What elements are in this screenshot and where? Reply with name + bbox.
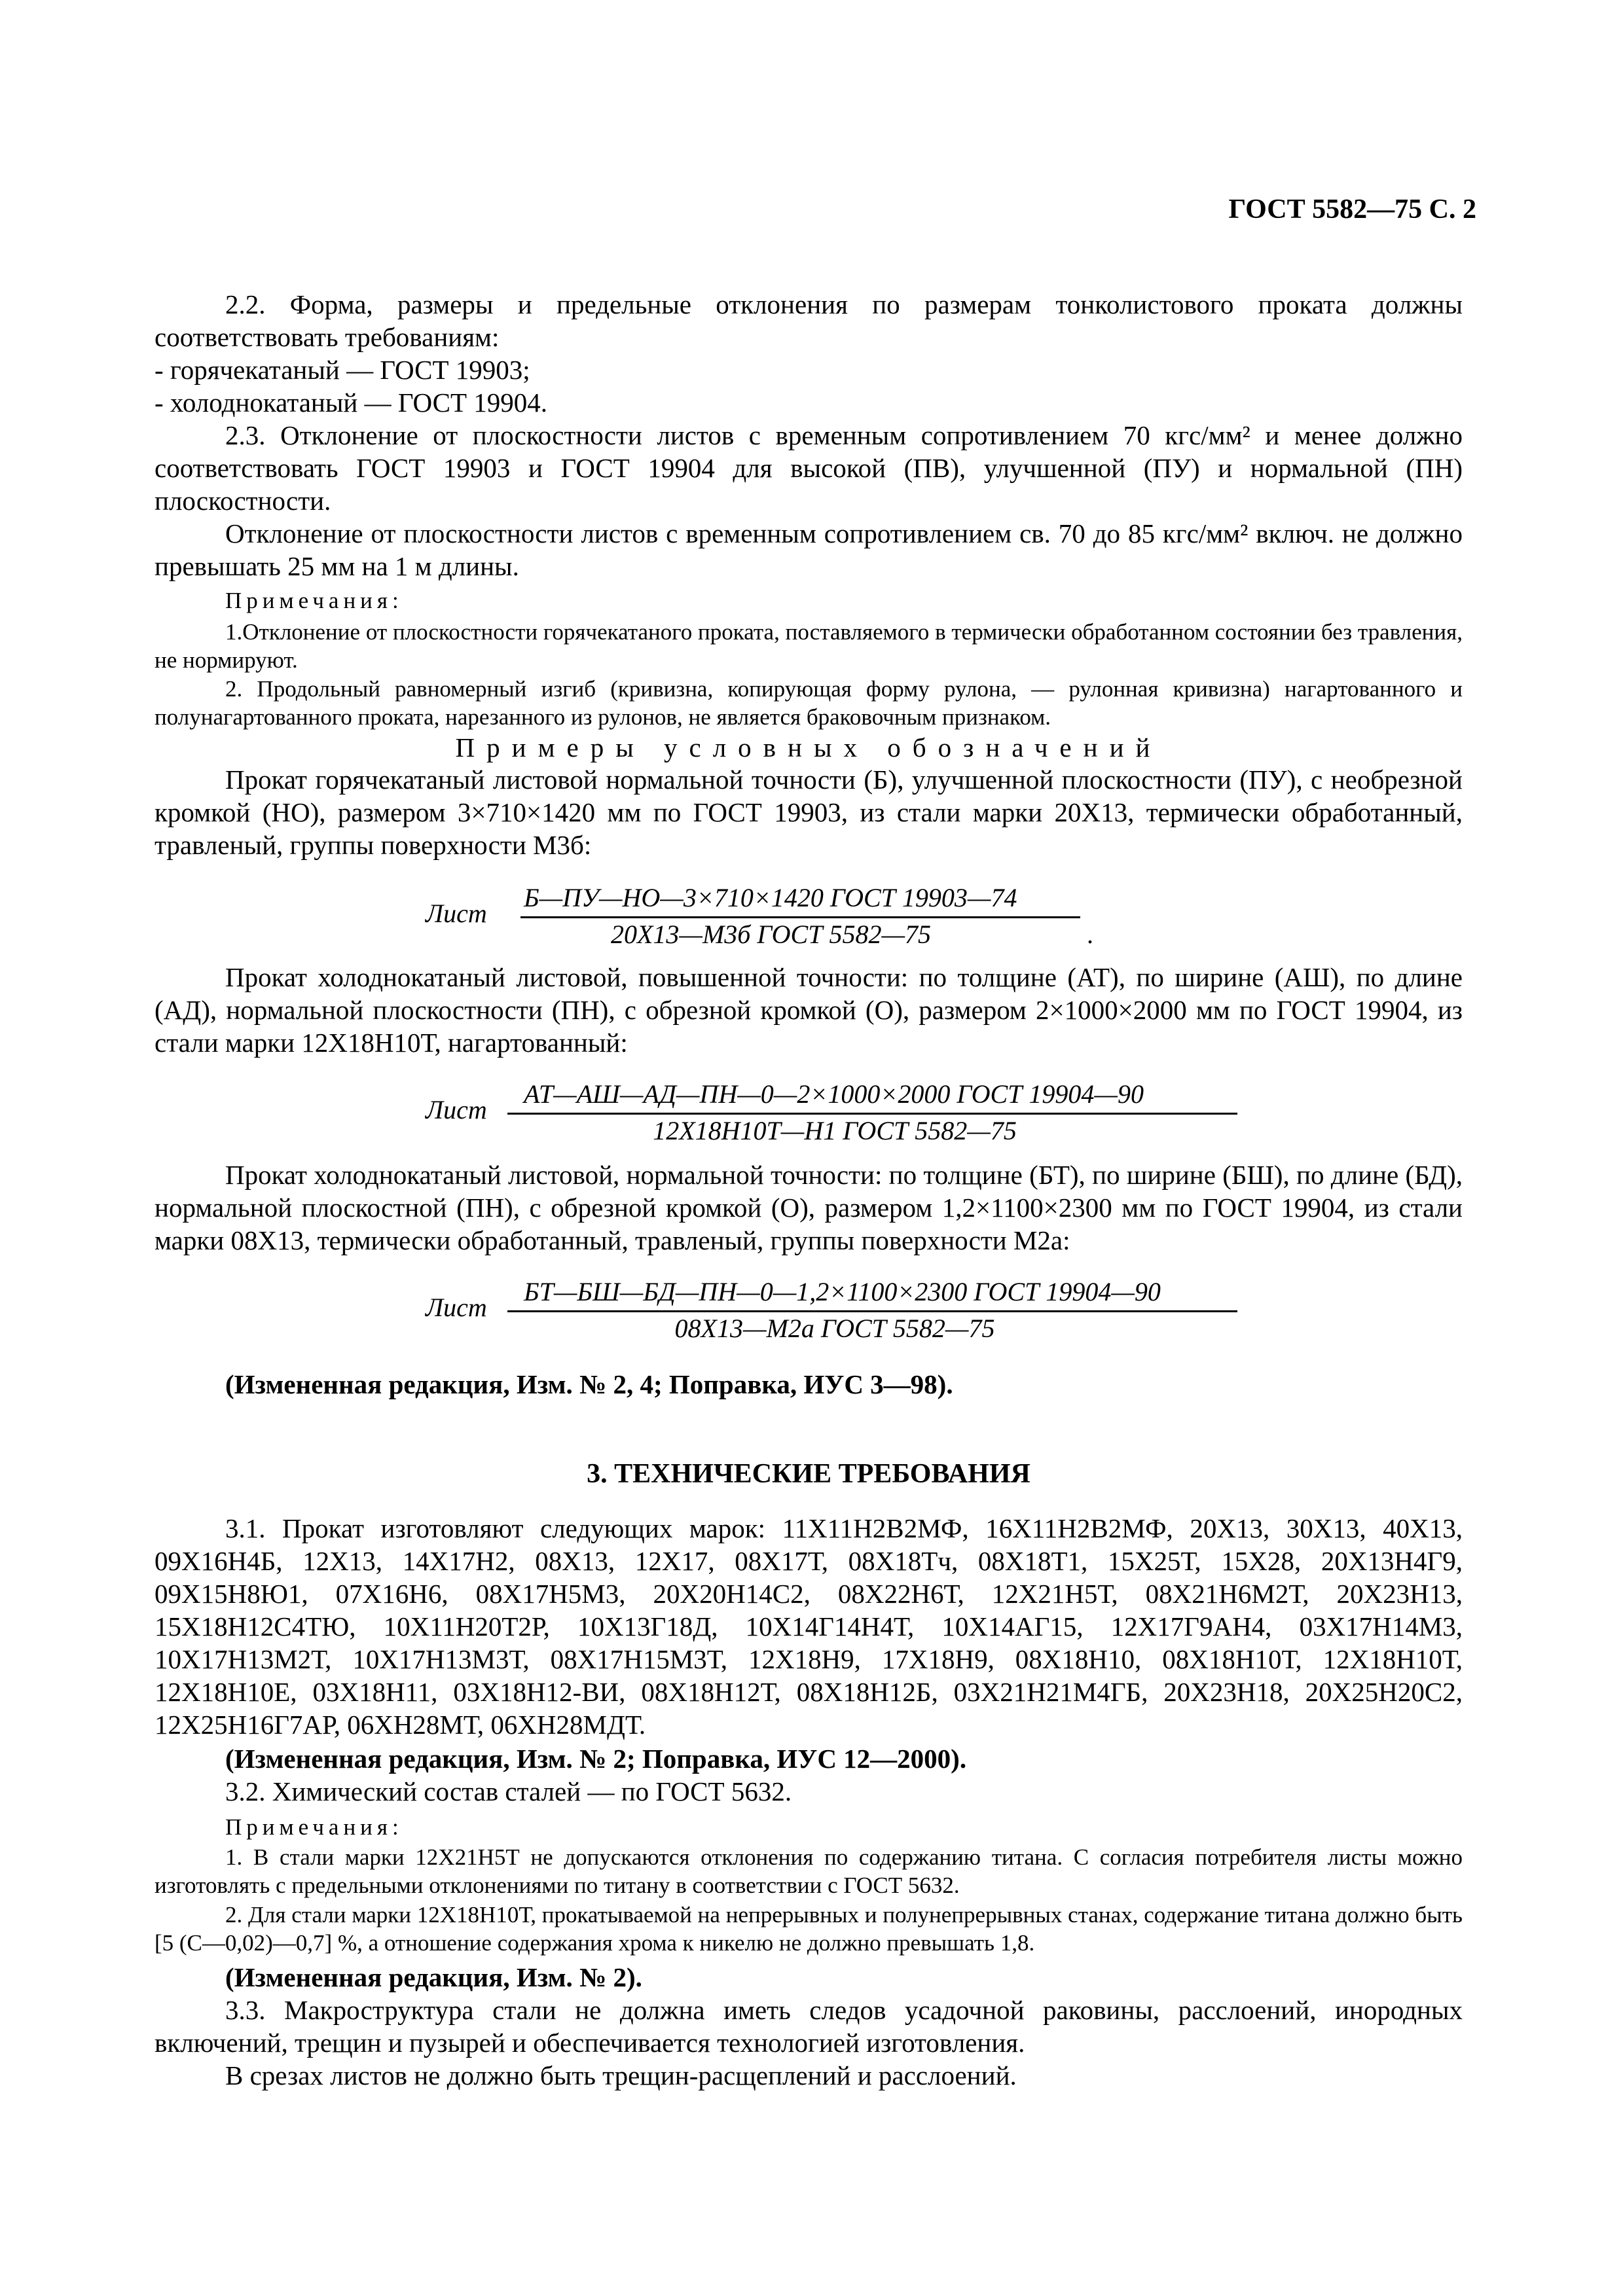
fraction-bar <box>507 1113 1237 1115</box>
formula-period: . <box>1087 920 1093 949</box>
note-2: 2. Продольный равномерный изгиб (кривизна, копирующая форму рулона, — рулонная кривизна) нагартованного и полунагартованного проката, нарезанного из рулонов, не является браковочным признаком. <box>155 676 1463 730</box>
notes-label: Примечания: <box>225 588 403 613</box>
notes-label-2: Примечания: <box>225 1814 403 1840</box>
note-4: 2. Для стали марки 12Х18Н10Т, прокатываемой на непрерывных и полунепрерывных станах, содержание титана должно быть [5 (С—0,02)—0,7] %, а отношение содержания хрома к никелю не должно превышать 1,8. <box>155 1902 1463 1956</box>
amendment-note-1: (Измененная редакция, Изм. № 2, 4; Поправка, ИУС 3—98). <box>225 1369 953 1399</box>
examples-title: Примеры условных обозначений <box>455 732 1162 762</box>
formula-denominator: 08Х13—М2а ГОСТ 5582—75 <box>674 1314 995 1343</box>
formula-numerator: БТ—БШ—БД—ПН—0—1,2×1100×2300 ГОСТ 19904—90 <box>524 1277 1161 1306</box>
note-3: 1. В стали марки 12Х21Н5Т не допускаются отклонения по содержанию титана. С согласия потребителя листы можно изготовлять с предельными отклонениями по титану в соответствии с ГОСТ 5632. <box>155 1844 1463 1898</box>
clause-3-2: 3.2. Химический состав сталей — по ГОСТ 5632. <box>225 1776 792 1806</box>
formula-numerator: Б—ПУ—НО—3×710×1420 ГОСТ 19903—74 <box>524 883 1017 912</box>
formula-label: Лист <box>426 899 487 928</box>
clause-2-3-flatness: Отклонение от плоскостности листов с временным сопротивлением св. 70 до 85 кгс/мм² включ. не должно превышать 25 мм на 1 м длины. <box>155 518 1463 581</box>
example-3-designation <box>426 1276 1277 1348</box>
section-3-title: 3. ТЕХНИЧЕСКИЕ ТРЕБОВАНИЯ <box>587 1459 1030 1489</box>
example-1-designation <box>426 882 1146 954</box>
clause-3-1-steel-grades: 3.1. Прокат изготовляют следующих марок: 11Х11Н2В2МФ, 16Х11Н2В2МФ, 20Х13, 30Х13, 40Х13, 09Х16Н4Б, 12Х13, 14Х17Н2, 08Х13, 12Х17, 08Х17Т, 08Х18Тч, 08Х18Т1, 15Х25Т, 15Х28, 20Х13Н4Г9, 09Х15Н8Ю1, 07Х16Н6, 08Х17Н5М3, 20Х20Н14С2, 08Х22Н6Т, 12Х21Н5Т, 08Х21Н6М2Т, 20Х23Н13, 15Х18Н12С4ТЮ, 10Х11Н20Т2Р, 10Х13Г18Д, 10Х14Г14Н4Т, 10Х14АГ15, 12Х17Г9АН4, 03Х17Н14М3, 10Х17Н13М2Т, 10Х17Н13М3Т, 08Х17Н15М3Т, 12Х18Н9, 17Х18Н9, 08Х18Н10, 08Х18Н10Т, 12Х18Н10Т, 12Х18Н10Е, 03Х18Н11, 03Х18Н12-ВИ, 08Х18Н12Т, 08Х18Н12Б, 03Х21Н21М4ГБ, 20Х23Н18, 20Х25Н20С2, 12Х25Н16Г7АР, 06ХН28МТ, 06ХН28МДТ. <box>155 1513 1463 1740</box>
page-header: ГОСТ 5582—75 С. 2 <box>1228 194 1476 224</box>
clause-2-2: 2.2. Форма, размеры и предельные отклонения по размерам тонколистового проката должны соответствовать требованиям: <box>155 289 1463 352</box>
clause-2-3: 2.3. Отклонение от плоскостности листов с временным сопротивлением 70 кгс/мм² и менее должно соответствовать ГОСТ 19903 и ГОСТ 19904 для высокой (ПВ), улучшенной (ПУ) и нормальной (ПН) плоскостности. <box>155 420 1463 516</box>
example-3-text: Прокат холоднокатаный листовой, нормальной точности: по толщине (БТ), по ширине (БШ), по длине (БД), нормальной плоскостной (ПН), с обрезной кромкой (О), размером 1,2×1100×2300 мм по ГОСТ 19904, из стали марки 08Х13, термически обработанный, травленый, группы поверхности М2а: <box>155 1160 1463 1255</box>
clause-3-3: 3.3. Макроструктура стали не должна иметь следов усадочной раковины, расслоений, инородных включений, трещин и пузырей и обеспечивается технологией изготовления. <box>155 1995 1463 2058</box>
fraction-bar <box>520 916 1080 918</box>
clause-2-2-item-hot-rolled: - горячекатаный — ГОСТ 19903; <box>155 355 530 385</box>
formula-label: Лист <box>426 1293 487 1322</box>
formula-label: Лист <box>426 1095 487 1124</box>
formula-denominator: 12Х18Н10Т—Н1 ГОСТ 5582—75 <box>653 1116 1017 1145</box>
example-2-designation <box>426 1079 1277 1151</box>
example-1-text: Прокат горячекатаный листовой нормальной точности (Б), улучшенной плоскостности (ПУ), с необрезной кромкой (НО), размером 3×710×1420 мм по ГОСТ 19903, из стали марки 20Х13, термически обработанный, травленый, группы поверхности М3б: <box>155 764 1463 860</box>
fraction-bar <box>507 1310 1237 1312</box>
clause-2-2-item-cold-rolled: - холоднокатаный — ГОСТ 19904. <box>155 387 548 418</box>
formula-numerator: АТ—АШ—АД—ПН—0—2×1000×2000 ГОСТ 19904—90 <box>524 1079 1144 1109</box>
amendment-note-3: (Измененная редакция, Изм. № 2). <box>225 1962 642 1992</box>
amendment-note-2: (Измененная редакция, Изм. № 2; Поправка, ИУС 12—2000). <box>225 1744 967 1774</box>
example-2-text: Прокат холоднокатаный листовой, повышенной точности: по толщине (АТ), по ширине (АШ), по длине (АД), нормальной плоскостности (ПН), с обрезной кромкой (О), размером 2×1000×2000 мм по ГОСТ 19904, из стали марки 12Х18Н10Т, нагартованный: <box>155 962 1463 1058</box>
clause-3-3-cuts: В срезах листов не должно быть трещин-расщеплений и расслоений. <box>225 2060 1017 2090</box>
formula-denominator: 20Х13—М3б ГОСТ 5582—75 <box>610 920 932 949</box>
note-1: 1.Отклонение от плоскостности горячекатаного проката, поставляемого в термически обработанном состоянии без травления, не нормируют. <box>155 619 1463 673</box>
